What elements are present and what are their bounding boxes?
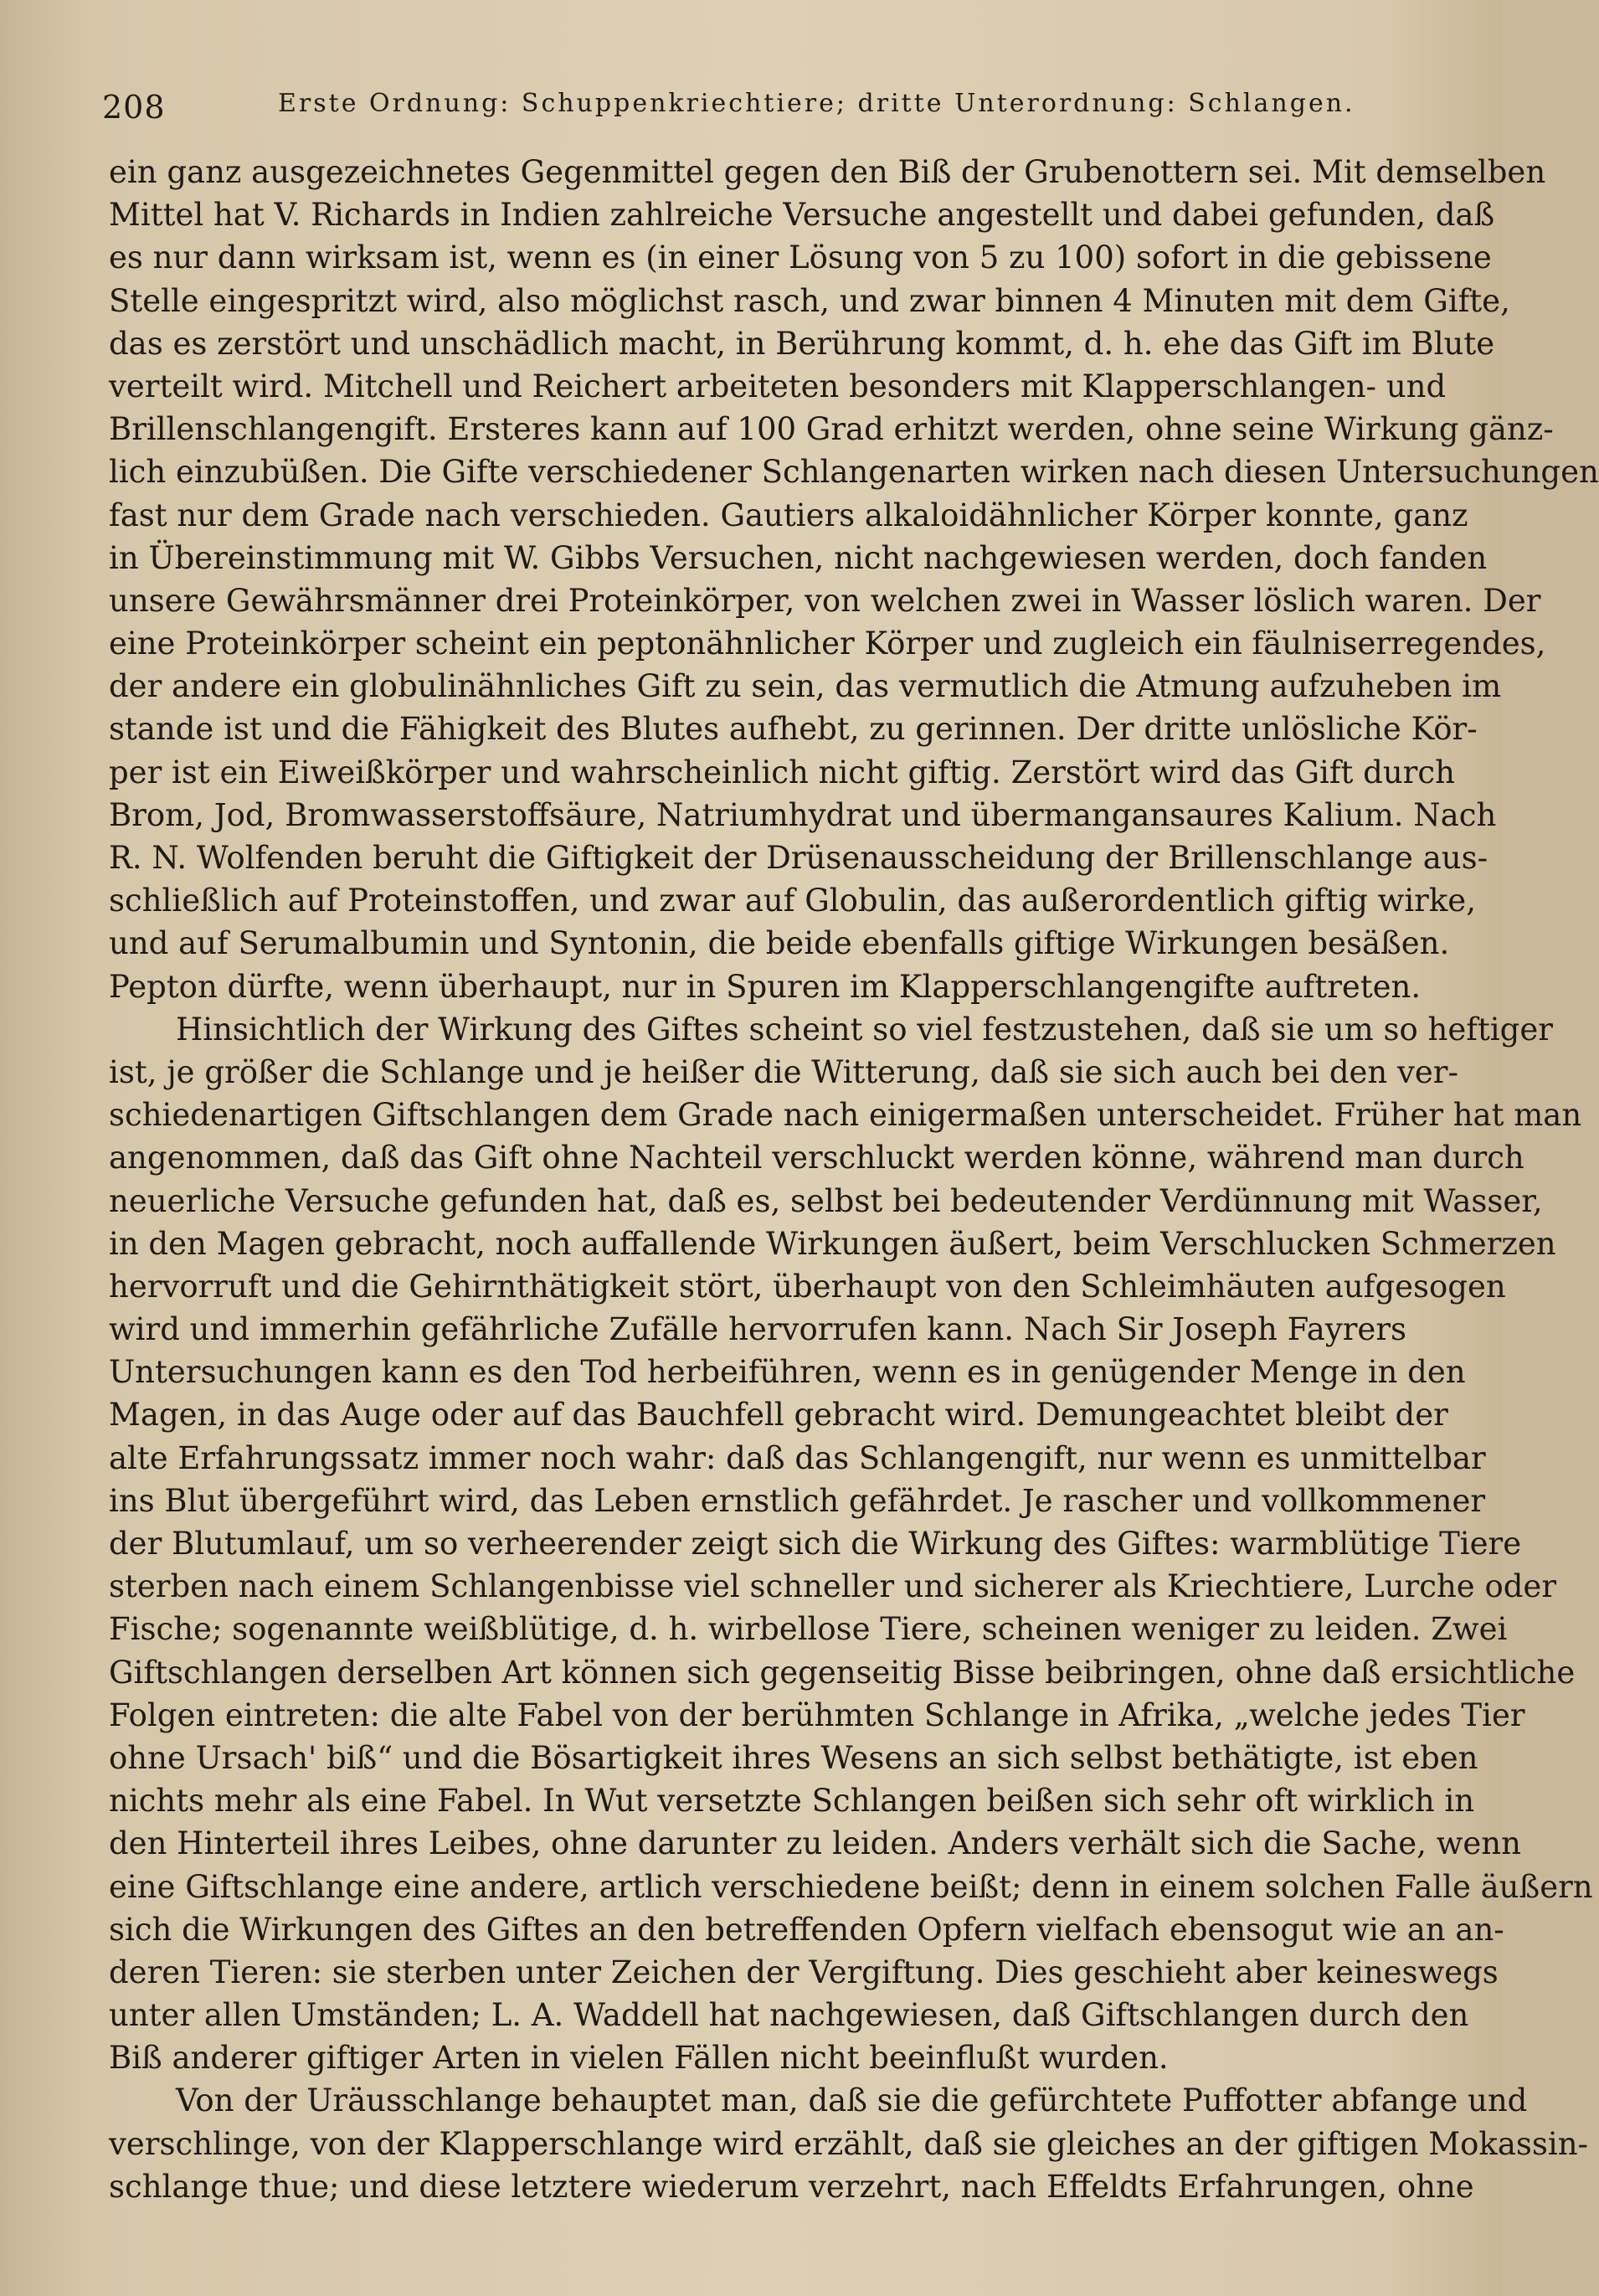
text-line: fast nur dem Grade nach verschieden. Gautiers alkaloidähnlicher Körper konnte, ganz (109, 497, 1468, 533)
running-head: Erste Ordnung: Schuppenkriechtiere; dritte Unterordnung: Schlangen. (278, 89, 1355, 118)
text-line: deren Tieren: sie sterben unter Zeichen der Vergiftung. Dies geschieht aber keineswegs (109, 1954, 1499, 1990)
text-line: Brillenschlangengift. Ersteres kann auf 100 Grad erhitzt werden, ohne seine Wirkung gänz- (109, 411, 1554, 448)
text-line: schlange thue; und diese letztere wiederum verzehrt, nach Effeldts Erfahrungen, ohne (109, 2168, 1474, 2205)
paragraph-3 (109, 2079, 1589, 2208)
text-line: den Hinterteil ihres Leibes, ohne darunter zu leiden. Anders verhält sich die Sache, wenn (109, 1825, 1521, 1862)
text-line: Pepton dürfte, wenn überhaupt, nur in Spuren im Klapperschlangengifte auftreten. (109, 968, 1422, 1005)
text-line: wird und immerhin gefährliche Zufälle hervorrufen kann. Nach Sir Joseph Fayrers (109, 1311, 1406, 1348)
text-line: Brom, Jod, Bromwasserstoffsäure, Natriumhydrat und übermangansaures Kalium. Nach (109, 796, 1497, 833)
text-line: ein ganz ausgezeichnetes Gegenmittel gegen den Biß der Grubenottern sei. Mit demselben (109, 154, 1546, 190)
text-line: Hinsichtlich der Wirkung des Giftes scheint so viel festzustehen, daß sie um so heftiger (176, 1011, 1553, 1048)
text-line: sich die Wirkungen des Giftes an den betreffenden Opfern vielfach ebensogut wie an an- (109, 1911, 1504, 1948)
text-line: ins Blut übergeführt wird, das Leben ernstlich gefährdet. Je rascher und vollkommener (109, 1482, 1486, 1519)
text-line: per ist ein Eiweißkörper und wahrscheinlich nicht giftig. Zerstört wird das Gift durch (109, 754, 1455, 790)
text-line: Stelle eingespritzt wird, also möglichst rasch, und zwar binnen 4 Minuten mit dem Gifte, (109, 282, 1510, 319)
text-line: Magen, in das Auge oder auf das Bauchfell gebracht wird. Demungeachtet bleibt der (109, 1397, 1448, 1434)
page-header (102, 77, 1408, 127)
text-line: ohne Ursach' biß“ und die Bösartigkeit ihres Wesens an sich selbst bethätigte, ist eben (109, 1739, 1478, 1776)
text-line: Mittel hat V. Richards in Indien zahlreiche Versuche angestellt und dabei gefunden, daß (109, 197, 1495, 234)
text-line: sterben nach einem Schlangenbisse viel schneller und sicherer als Kriechtiere, Lurche oder (109, 1568, 1557, 1605)
text-line: lich einzubüßen. Die Gifte verschiedener Schlangenarten wirken nach diesen Untersuchungen (109, 454, 1599, 491)
text-line: eine Giftschlange eine andere, artlich verschiedene beißt; denn in einem solchen Falle äußern (109, 1868, 1593, 1905)
text-line: nichts mehr als eine Fabel. In Wut versetzte Schlangen beißen sich sehr oft wirklich in (109, 1783, 1475, 1820)
text-line: der Blutumlauf, um so verheerender zeigt sich die Wirkung des Giftes: warmblütige Tiere (109, 1526, 1522, 1562)
text-line: ist, je größer die Schlange und je heißer die Witterung, daß sie sich auch bei den ver- (109, 1053, 1458, 1090)
text-line: das es zerstört und unschädlich macht, in Berührung kommt, d. h. ehe das Gift im Blute (109, 325, 1495, 362)
paragraph-1 (109, 151, 1599, 1008)
body-text (109, 151, 1599, 2208)
text-line: schiedenartigen Giftschlangen dem Grade nach einigermaßen unterscheidet. Früher hat man (109, 1097, 1582, 1134)
text-line: Giftschlangen derselben Art können sich gegenseitig Bisse beibringen, ohne daß ersichtliche (109, 1654, 1576, 1691)
text-line: Von der Uräusschlange behauptet man, daß sie die gefürchtete Puffotter abfange und (176, 2082, 1528, 2119)
text-line: schließlich auf Proteinstoffen, und zwar auf Globulin, das außerordentlich giftig wirke, (109, 883, 1476, 919)
text-line: in Übereinstimmung mit W. Gibbs Versuchen, nicht nachgewiesen werden, doch fanden (109, 539, 1488, 576)
text-line: eine Proteinkörper scheint ein peptonähnlicher Körper und zugleich ein fäulniserregendes, (109, 625, 1546, 662)
text-line: neuerliche Versuche gefunden hat, daß es, selbst bei bedeutender Verdünnung mit Wasser, (109, 1182, 1543, 1219)
text-line: stande ist und die Fähigkeit des Blutes aufhebt, zu gerinnen. Der dritte unlösliche Kör- (109, 711, 1478, 748)
page-number: 208 (102, 89, 166, 126)
text-line: es nur dann wirksam ist, wenn es (in einer Lösung von 5 zu 100) sofort in die gebissene (109, 239, 1492, 276)
text-line: der andere ein globulinähnliches Gift zu sein, das vermutlich die Atmung aufzuheben im (109, 668, 1502, 705)
text-line: in den Magen gebracht, noch auffallende Wirkungen äußert, beim Verschlucken Schmerzen (109, 1225, 1556, 1262)
text-line: Untersuchungen kann es den Tod herbeiführen, wenn es in genügender Menge in den (109, 1354, 1466, 1391)
text-line: unsere Gewährsmänner drei Proteinkörper, von welchen zwei in Wasser löslich waren. Der (109, 582, 1541, 619)
text-line: Biß anderer giftiger Arten in vielen Fällen nicht beeinflußt wurden. (109, 2040, 1169, 2077)
text-line: verschlinge, von der Klapperschlange wird erzählt, daß sie gleiches an der giftigen Mokassin- (109, 2125, 1589, 2162)
text-line: alte Erfahrungssatz immer noch wahr: daß das Schlangengift, nur wenn es unmittelbar (109, 1439, 1486, 1476)
text-line: angenommen, daß das Gift ohne Nachteil verschluckt werden könne, während man durch (109, 1140, 1524, 1176)
text-line: Folgen eintreten: die alte Fabel von der berühmten Schlange in Afrika, „welche jedes Tier (109, 1696, 1525, 1733)
text-line: hervorruft und die Gehirnthätigkeit stört, überhaupt von den Schleimhäuten aufgesogen (109, 1268, 1506, 1305)
text-line: unter allen Umständen; L. A. Waddell hat nachgewiesen, daß Giftschlangen durch den (109, 1997, 1469, 2034)
text-line: Fische; sogenannte weißblütige, d. h. wirbellose Tiere, scheinen weniger zu leiden. Zwei (109, 1611, 1508, 1648)
paragraph-2 (109, 1008, 1593, 2080)
text-line: R. N. Wolfenden beruht die Giftigkeit der Drüsenausscheidung der Brillenschlange aus- (109, 840, 1488, 876)
text-line: und auf Serumalbumin und Syntonin, die beide ebenfalls giftige Wirkungen besäßen. (109, 925, 1450, 962)
text-line: verteilt wird. Mitchell und Reichert arbeiteten besonders mit Klapperschlangen- und (109, 368, 1447, 404)
